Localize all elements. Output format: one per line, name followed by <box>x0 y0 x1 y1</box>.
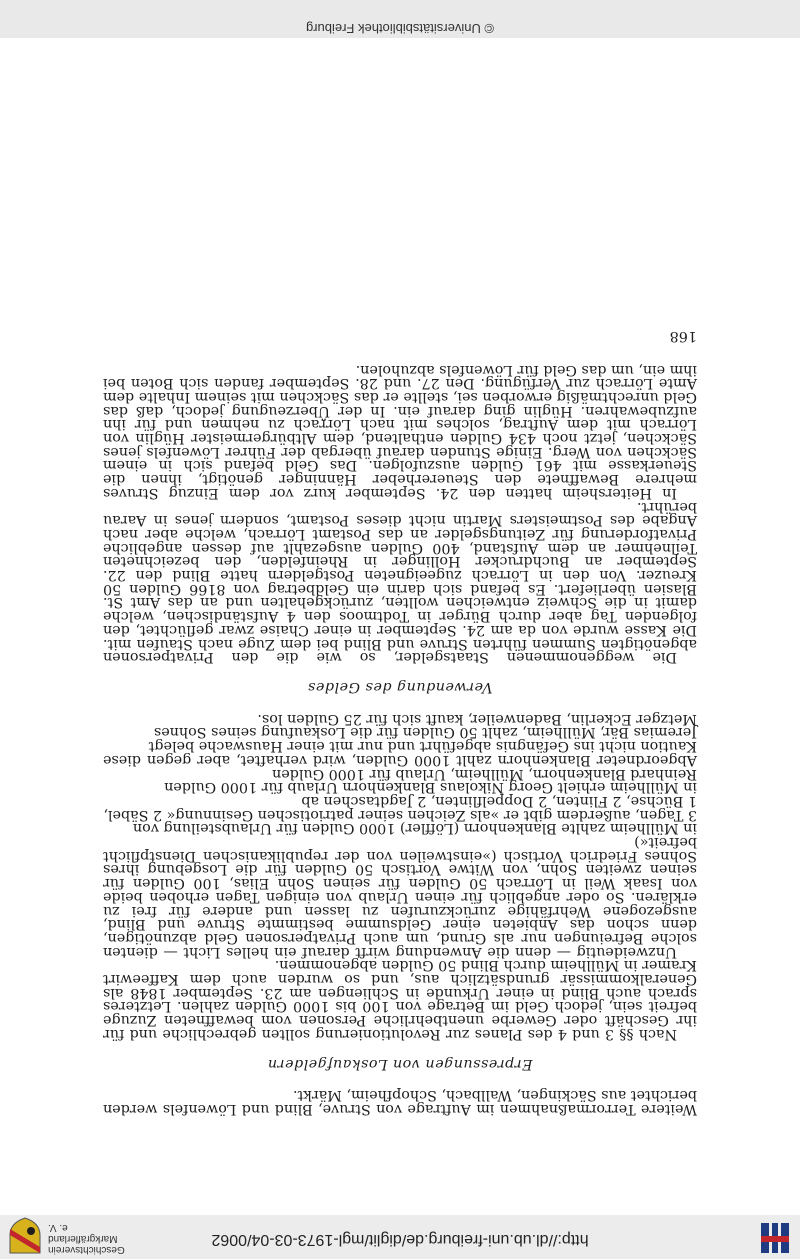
paragraph-4: In Heitersheim hatten den 24. September kurz vor dem Einzug Struves mehrere Bewaffnete den Steuererheber Hänninger genötigt, ihnen die Steuerkasse mit 461 Gulden auszufolgen. Das Geld befand sich in einem Säckchen von Werg. Einige Stunden darauf übergab der Führer Löwenfels jenes Säckchen, jetzt noch 434 Gulden enthaltend, dem Altbürgermeister Hüglin von Lörrach mit dem Auftrag, solches mit nach Lörrach zu nehmen und für ihn aufzubewahren. Hüglin ging darauf ein. In der Überzeugung jedoch, daß das Geld unrechtmäßig erworben sei, stellte er das Säckchen mit seinem Inhalte dem Amte Lörrach zur Verfügung. Den 27. und 28. September fanden sich Boten bei ihm ein, um das Geld für Löwenfels abzuholen. <box>103 361 697 501</box>
list-item: in Müllheim zahlte Blankenhorn (Löffler) 1000 Gulden für Urlaubsteilung von <box>132 820 697 837</box>
paragraph-1: Nach §§ 3 und 4 des Planes zur Revolutionierung sollten gebrechliche und für ihr Geschäft oder Gewerbe unentbehrliche Personen vom bewaffneten Zuzuge befreit sein, jedoch Geld im Betrage von 100 bis 1000 Gulden zahlen. Letzteres sprach auch Blind in einer Urkunde in Schliengen am 23. September 1848 als Generalkommissär grundsätzlich aus, und so wurden auch dem Kaffeewirt Kramer in Müllheim durch Blind 50 Gulden abgenommen. <box>103 957 697 1042</box>
section-heading-verwendung: Verwendung des Geldes <box>307 679 493 696</box>
paragraph-2: Unzweideutig — denn die Anwendung wirft darauf ein helles Licht — dienten solche Befreiungen nur als Grund, um auch Privatpersonen Geld abzunötigen, denn schon das Anbieten einer Geldsumme bestimmte Struve und Blind, ausgezogene Wehrfähige zurückzurufen zu lassen und andere für frei zu erklären. So oder angeblich für einen Urlaub von einigen Tagen erhoben beide von Isaak Weil in Lörrach 50 Gulden für seinen Sohn Elias, 100 Gulden für seinen zweiten Sohn, von Witwe Vortisch 50 Gulden für die Losgebung ihres Sohnes Friedrich Vortisch (»einstweilen von der republikanischen Dienstpflicht befreit«) <box>103 834 697 960</box>
scanned-page <box>0 38 800 1215</box>
page-number: 168 <box>669 327 697 344</box>
intro-paragraph: Weitere Terrormaßnahmen im Auftrage von Struve, Blind und Löwenfels werden berichtet aus Säckingen, Wallbach, Schopfheim, Märkt. <box>103 1087 697 1117</box>
list-item: Jeremias Bär, Müllheim, zahlt 50 Gulden für die Loskaufung seines Sohnes <box>153 724 697 741</box>
list-item: Reinhard Blankenhorn, Müllheim, Urlaub für 1000 Gulden <box>272 765 697 782</box>
document-url-link[interactable]: http://dl.ub.uni-freiburg.de/diglit/mgl-1973-03-04/0062 <box>211 1231 589 1248</box>
list-item: Abgeordneter Blankenhorn zahlt 1000 Gulden, wird verhaftet, aber gegen diese Kaution nicht ins Gefängnis abgeführt und nur mit einer Hauswache belegt <box>103 738 697 768</box>
viewer-footer <box>0 0 800 38</box>
page-text <box>103 328 697 1115</box>
payments-list <box>103 710 697 837</box>
list-item: Metzger Eckerlin, Badenweiler, kauft sich für 25 Gulden los. <box>257 710 697 727</box>
paragraph-3: Die weggenommenen Staatsgelder, so wie die den Privatpersonen abgenötigten Summen führten Struve und Blind bei dem Zuge nach Staufen mit. Die Kasse wurde von da am 24. September in einer Chaise zwar geflüchtet, den folgenden Tag aber durch Bürger in Todtmoos den 4 Aufständischen, welche damit in die Schweiz entweichen wollten, zurückgehalten und an das Amt St. Blasien überliefert. Es befand sich darin ein Geldbetrag von 8166 Gulden 50 Kreuzer. Von den in Lörrach zugeeigneten Postgeldern hatte Blind den 22. September an Buchdrucker Hollinger in Rheinfelden, den bezeichneten Teilnehmer an dem Aufstand, 400 Gulden ausgezahlt auf dessen angebliche Privatforderung für Zeitungsgelder an das Postamt Lörrach, welche aber nach Angabe des Postmeisters Martin nicht dieses Postamt, sondern jenes in Aarau berührt. <box>103 498 697 666</box>
section-heading-loskauf: Erpressungen von Loskaufgeldern <box>267 1055 533 1072</box>
society-crest-icon <box>8 1217 42 1255</box>
copyright-notice: © Universitätsbibliothek Freiburg <box>305 21 495 36</box>
list-item: 1 Büchse, 2 Flinten, 2 Doppelflinten, 2 Jagdtaschen ab <box>301 792 697 809</box>
list-item: in Müllheim erhielt Georg Nikolaus Blankenhorn Urlaub für 1000 Gulden <box>164 779 697 796</box>
viewer-header <box>0 1215 800 1259</box>
society-name: Geschichtsverein Markgräflerland e. V. <box>48 1222 125 1255</box>
list-item: 3 Tagen, außerdem gibt er »als Zeichen seiner patriotischen Gesinnung« 2 Säbel, <box>103 806 697 823</box>
